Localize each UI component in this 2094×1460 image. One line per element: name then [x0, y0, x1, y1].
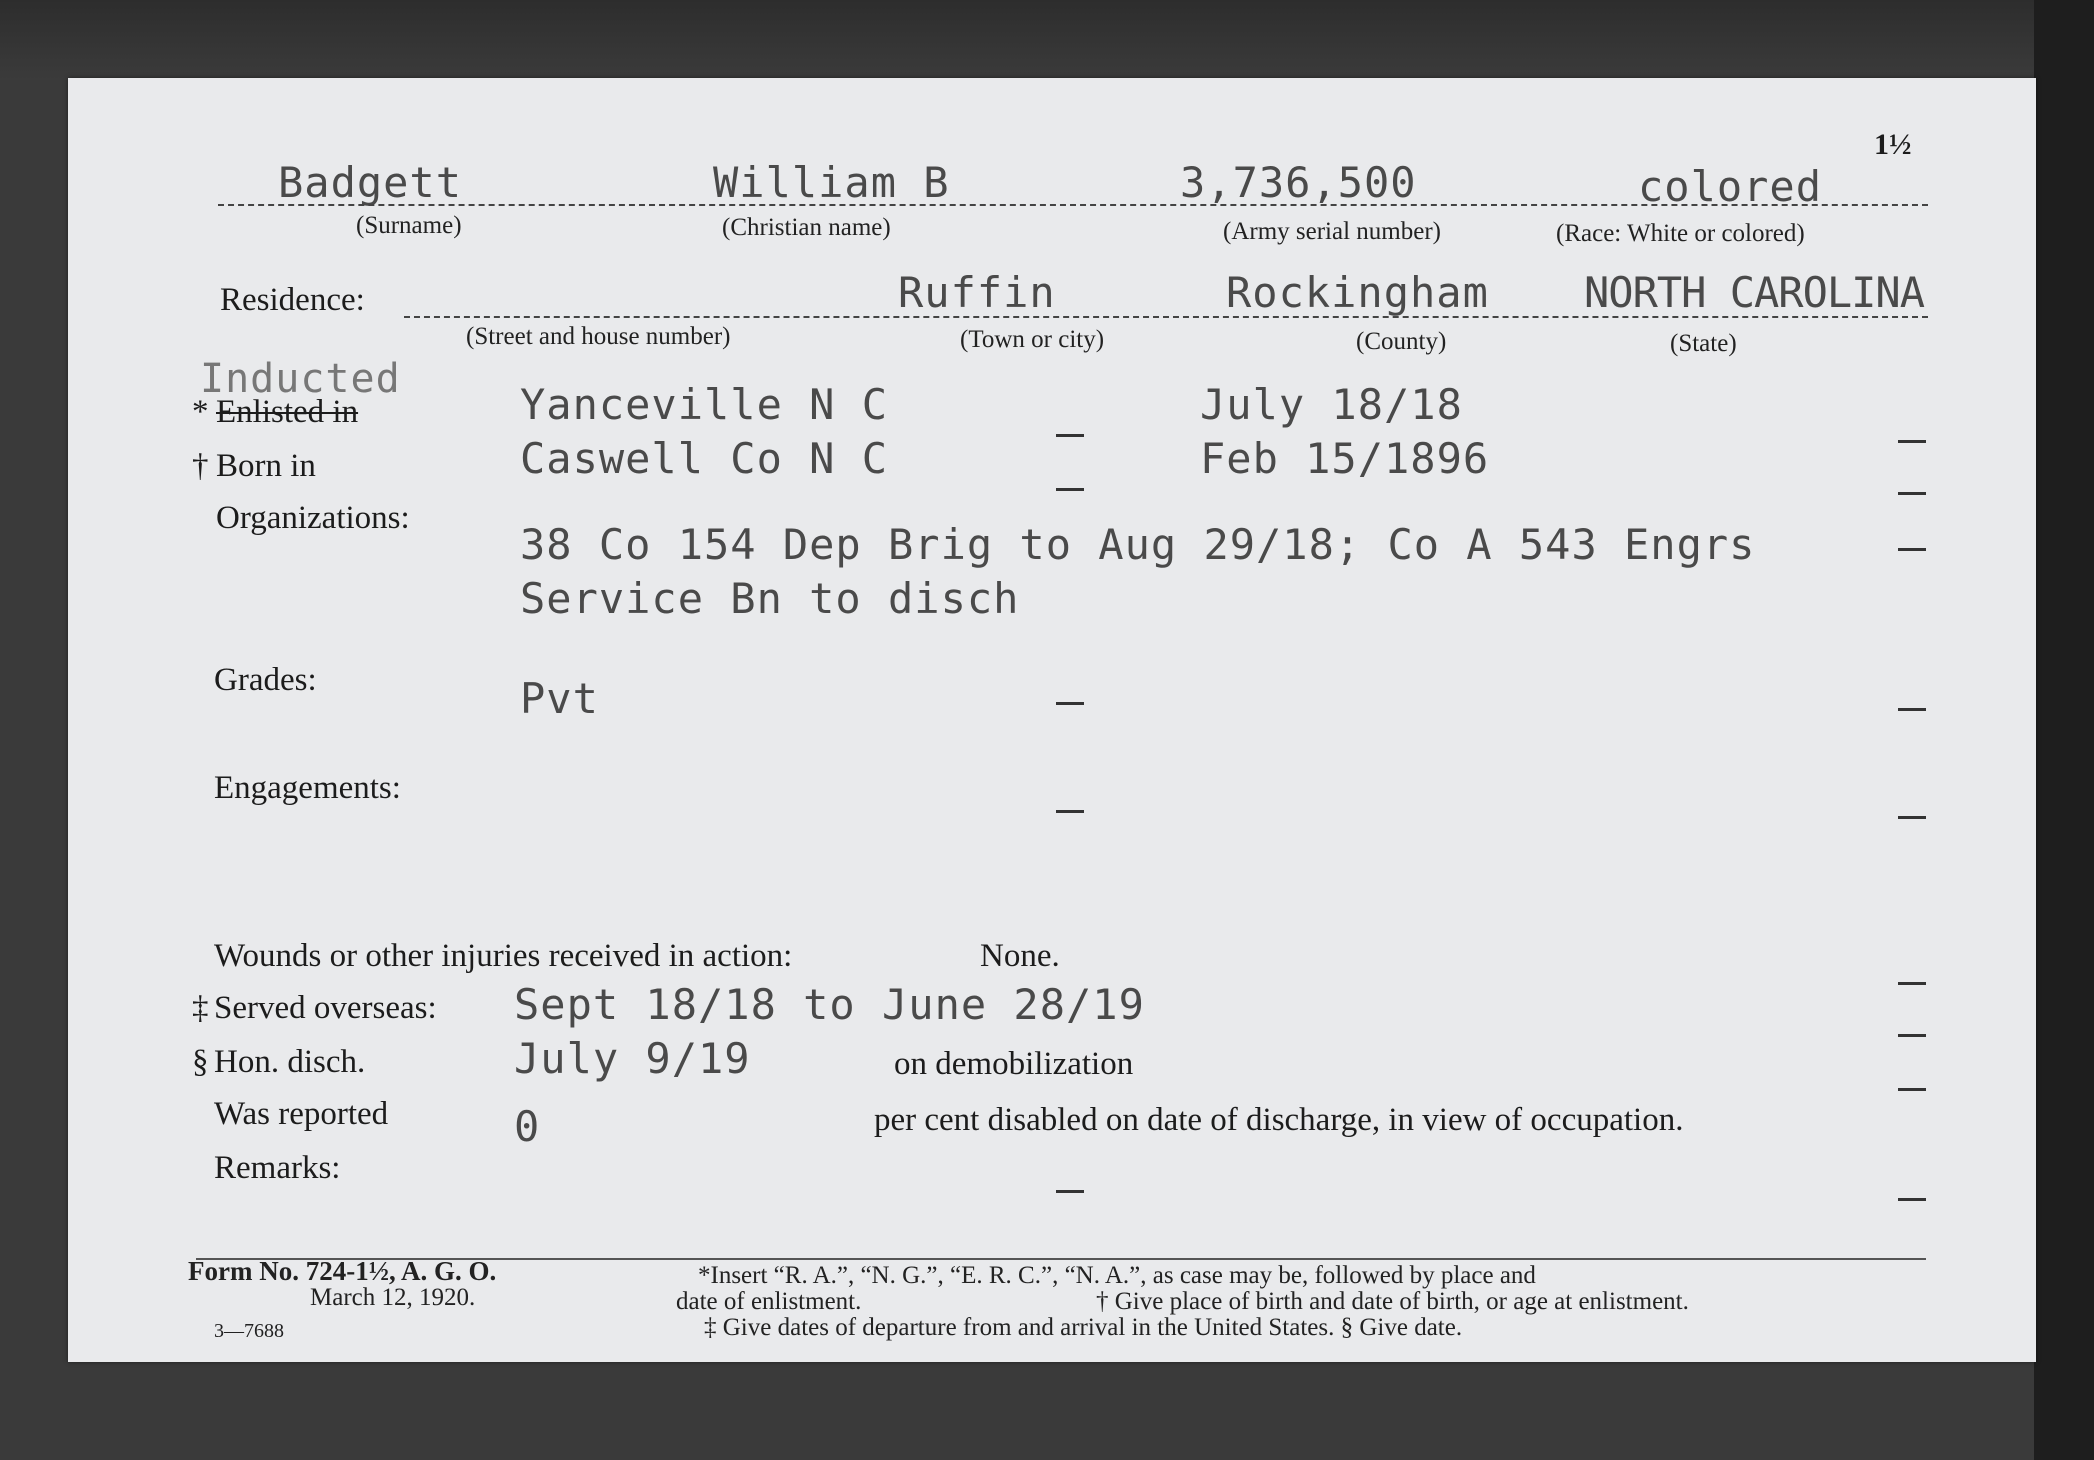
organizations-line-2: Service Bn to disch: [520, 574, 1020, 623]
disability-percent: 0: [514, 1102, 541, 1151]
service-record-card: [68, 78, 2036, 1362]
serial-number-label: (Army serial number): [1223, 218, 1441, 245]
tick-mark: [1898, 548, 1926, 551]
served-overseas-value: Sept 18/18 to June 28/19: [514, 980, 1145, 1029]
residence-state: NORTH CAROLINA: [1584, 268, 1925, 317]
footnote-dates: ‡ Give dates of departure from and arrival in the United States. § Give date.: [704, 1314, 1463, 1341]
overseas-mark: ‡: [192, 990, 209, 1026]
tick-mark: [1898, 816, 1926, 819]
serial-number-value: 3,736,500: [1180, 158, 1417, 207]
engagements-label: Engagements:: [214, 770, 401, 806]
form-date: March 12, 1920.: [310, 1284, 476, 1311]
residence-county: Rockingham: [1226, 268, 1489, 317]
residence-rule: [404, 316, 1928, 318]
footnote-enlistment-date: date of enlistment.: [676, 1288, 862, 1315]
tick-mark: [1898, 492, 1926, 495]
state-label: (State): [1670, 330, 1737, 357]
tick-mark: [1898, 708, 1926, 711]
birth-date: Feb 15/1896: [1200, 434, 1490, 483]
born-dagger: †: [192, 448, 209, 484]
organizations-label: Organizations:: [216, 500, 410, 536]
town-label: (Town or city): [960, 326, 1105, 353]
enlisted-in-label: Enlisted in: [216, 394, 359, 430]
wounds-label: Wounds or other injuries received in action:: [214, 938, 793, 974]
tick-mark: [1898, 1034, 1926, 1037]
enlist-star: *: [192, 394, 209, 430]
tick-mark: [1056, 488, 1084, 491]
enlist-place: Yanceville N C: [520, 380, 889, 429]
tick-mark: [1898, 982, 1926, 985]
surname-value: Badgett: [278, 158, 463, 207]
scan-background-right: [2034, 0, 2094, 1460]
header-rule: [218, 204, 1928, 206]
card-fraction: 1½: [1874, 128, 1912, 161]
inducted-overtype: Inducted: [200, 356, 401, 402]
tick-mark: [1898, 440, 1926, 443]
tick-mark: [1056, 1190, 1084, 1193]
tick-mark: [1056, 702, 1084, 705]
footnote-birth: † Give place of birth and date of birth, or age at enlistment.: [1096, 1288, 1689, 1315]
christian-name-label: (Christian name): [722, 214, 891, 241]
hon-disch-value: July 9/19: [514, 1034, 751, 1083]
race-label: (Race: White or colored): [1556, 220, 1805, 247]
surname-label: (Surname): [356, 212, 462, 239]
born-in-label: Born in: [216, 448, 316, 484]
served-overseas-label: Served overseas:: [214, 990, 437, 1026]
tick-mark: [1056, 810, 1084, 813]
footnote-insert: *Insert “R. A.”, “N. G.”, “E. R. C.”, “N. A.”, as case may be, followed by place and: [698, 1262, 1536, 1289]
tick-mark: [1898, 1088, 1926, 1091]
was-reported-label: Was reported: [214, 1096, 389, 1132]
form-number: Form No. 724-1½, A. G. O.: [188, 1256, 497, 1286]
race-value: colored: [1638, 162, 1823, 211]
christian-name-value: William B: [713, 158, 950, 207]
residence-label: Residence:: [220, 282, 365, 318]
tick-mark: [1898, 1198, 1926, 1201]
organizations-line-1: 38 Co 154 Dep Brig to Aug 29/18; Co A 543 Engrs: [520, 520, 1756, 569]
scan-background-top: [0, 0, 2094, 80]
discharge-mark: §: [192, 1044, 209, 1080]
demobilization-text: on demobilization: [894, 1046, 1134, 1082]
form-code: 3—7688: [214, 1320, 284, 1342]
grades-label: Grades:: [214, 662, 317, 698]
remarks-label: Remarks:: [214, 1150, 341, 1186]
hon-disch-label: Hon. disch.: [214, 1044, 366, 1080]
county-label: (County): [1356, 328, 1447, 355]
grades-value: Pvt: [520, 674, 599, 723]
disability-text: per cent disabled on date of discharge, in view of occupation.: [874, 1102, 1684, 1138]
tick-mark: [1056, 434, 1084, 437]
born-place: Caswell Co N C: [520, 434, 889, 483]
wounds-value: None.: [980, 938, 1060, 974]
residence-town: Ruffin: [898, 268, 1056, 317]
street-label: (Street and house number): [466, 323, 731, 350]
enlist-date: July 18/18: [1200, 380, 1463, 429]
